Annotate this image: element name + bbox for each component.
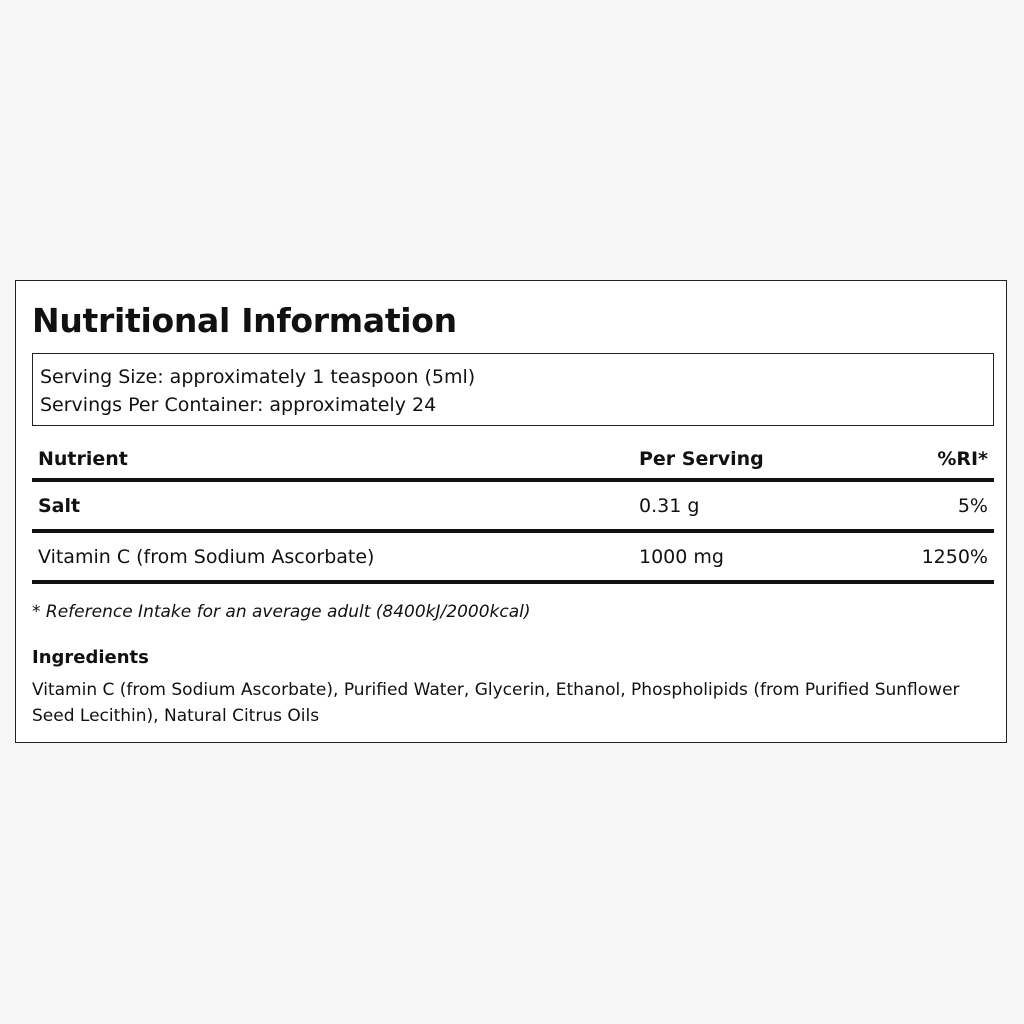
nutrition-label-panel bbox=[15, 280, 1007, 743]
nutrient-ri: 1250% bbox=[883, 531, 994, 582]
serving-info-box bbox=[32, 353, 994, 426]
nutrient-per-serving: 0.31 g bbox=[633, 480, 883, 531]
ingredients-list: Vitamin C (from Sodium Ascorbate), Purified Water, Glycerin, Ethanol, Phospholipids (from Purified Sunflower Seed Lecithin), Natural Citrus Oils bbox=[32, 680, 960, 726]
table-header-row bbox=[32, 439, 994, 480]
reference-intake-footnote: * Reference Intake for an average adult (8400kJ/2000kcal) bbox=[32, 602, 531, 622]
nutrient-name: Salt bbox=[32, 480, 633, 531]
nutrient-name: Vitamin C (from Sodium Ascorbate) bbox=[32, 531, 633, 582]
header-per-serving: Per Serving bbox=[633, 439, 883, 480]
nutrient-per-serving: 1000 mg bbox=[633, 531, 883, 582]
table-row bbox=[32, 480, 994, 531]
ingredients-heading: Ingredients bbox=[32, 647, 149, 668]
servings-per-container: Servings Per Container: approximately 24 bbox=[40, 394, 437, 416]
header-nutrient: Nutrient bbox=[32, 439, 633, 480]
header-ri: %RI* bbox=[883, 439, 994, 480]
serving-size: Serving Size: approximately 1 teaspoon (5ml) bbox=[40, 366, 476, 388]
label-title: Nutritional Information bbox=[32, 301, 457, 340]
nutrient-table bbox=[32, 439, 994, 584]
nutrient-ri: 5% bbox=[883, 480, 994, 531]
table-row bbox=[32, 531, 994, 582]
